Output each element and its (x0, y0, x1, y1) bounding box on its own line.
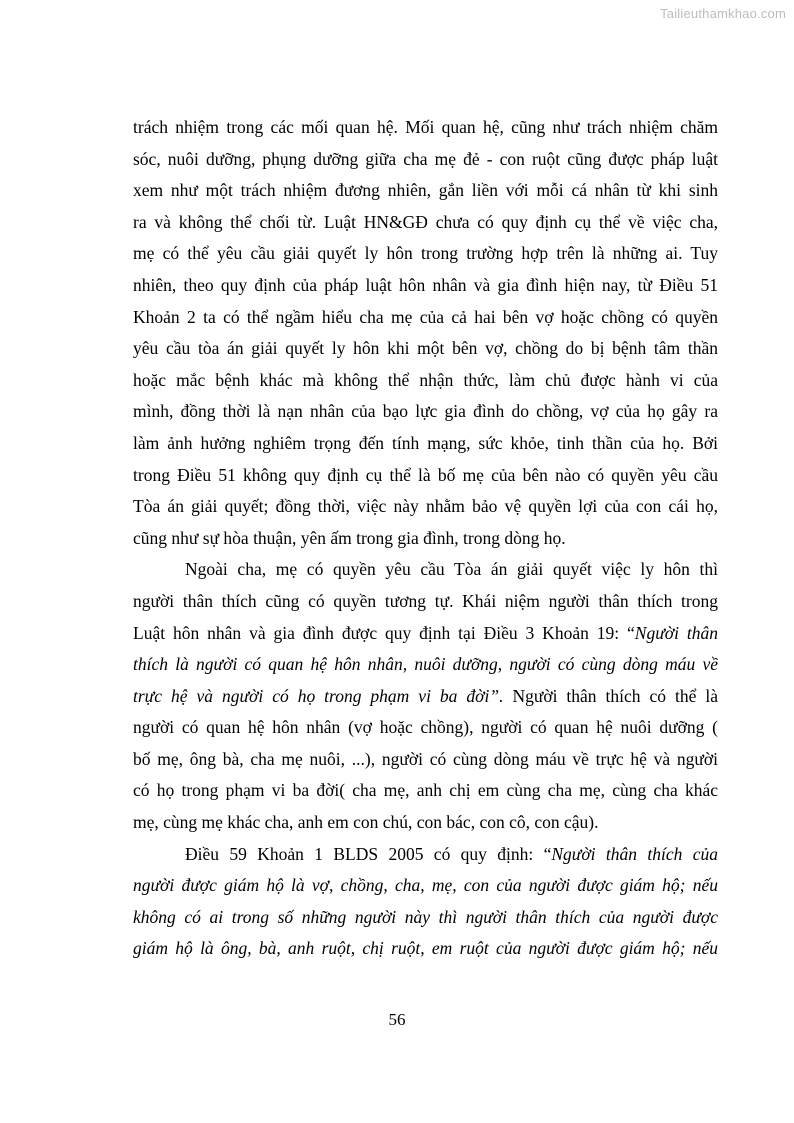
text-line: làm ảnh hưởng nghiêm trọng đến tính mạng, sức khỏe, tinh thần của họ. Bởi (133, 432, 718, 453)
text-line: mẹ có thể yêu cầu giải quyết ly hôn trong trường hợp trên là những ai. Tuy (133, 243, 718, 264)
text-line: Tòa án giải quyết; đồng thời, việc này nhằm bảo vệ quyền lợi của con cái họ, (133, 496, 718, 517)
quoted-provision: không có ai trong số những người này thì người thân thích của người được (133, 906, 718, 927)
text-line: mình, đồng thời là nạn nhân của bạo lực gia đình do chồng, vợ của họ gây ra (133, 401, 718, 422)
text-line: sóc, nuôi dưỡng, phụng dưỡng giữa cha mẹ đẻ - con ruột cũng được pháp luật (133, 148, 718, 169)
text-line (133, 618, 718, 650)
quoted-provision: giám hộ là ông, bà, anh ruột, chị ruột, em ruột của người được giám hộ; nếu (133, 938, 718, 959)
text-line: bố mẹ, ông bà, cha mẹ nuôi, ...), người có cùng dòng máu về trực hệ và người (133, 748, 718, 769)
text-line: trách nhiệm trong các mối quan hệ. Mối quan hệ, cũng như trách nhiệm chăm (133, 117, 718, 137)
text-run: Điều 59 Khoản 1 BLDS 2005 có quy định: “ (185, 843, 552, 864)
quoted-definition: thích là người có quan hệ hôn nhân, nuôi dưỡng, người có cùng dòng máu về (133, 654, 718, 675)
text-line: nhiên, theo quy định của pháp luật hôn nhân và gia đình hiện nay, từ Điều 51 (133, 274, 718, 295)
paragraph-2 (133, 554, 718, 838)
page-number: 56 (388, 1010, 406, 1029)
text-line: xem như một trách nhiệm đương nhiên, gắn liền với mỗi cá nhân từ khi sinh (133, 180, 718, 201)
quoted-provision: người được giám hộ là vợ, chồng, cha, mẹ, con của người được giám hộ; nếu (133, 875, 718, 896)
text-line: ra và không thể chối từ. Luật HN&GĐ chưa có quy định cụ thể về việc cha, (133, 211, 718, 232)
text-line: người thân thích cũng có quyền tương tự. Khái niệm người thân thích trong (133, 590, 718, 611)
text-line: yêu cầu tòa án giải quyết ly hôn khi một bên vợ, chồng do bị bệnh tâm thần (133, 338, 718, 359)
watermark: Tailieuthamkhao.com (660, 6, 786, 21)
paragraph-3 (133, 839, 718, 965)
quoted-definition: trực hệ và người có họ trong phạm vi ba đời”. (133, 685, 504, 706)
text-line: có họ trong phạm vi ba đời( cha mẹ, anh chị em cùng cha mẹ, cùng cha khác (133, 780, 718, 801)
paragraph-1 (133, 112, 718, 554)
text-line: Ngoài cha, mẹ có quyền yêu cầu Tòa án giải quyết việc ly hôn thì (185, 559, 718, 580)
page-body (133, 112, 718, 965)
text-line (133, 839, 718, 871)
text-line: cũng như sự hòa thuận, yên ấm trong gia đình, trong dòng họ. (133, 527, 566, 548)
text-line (133, 681, 718, 713)
quoted-provision: Người thân thích của (551, 843, 718, 864)
text-line: Khoản 2 ta có thể ngầm hiểu cha mẹ của cả hai bên vợ hoặc chồng có quyền (133, 306, 718, 327)
text-line: trong Điều 51 không quy định cụ thể là bố mẹ của bên nào có quyền yêu cầu (133, 464, 718, 485)
text-run: Người thân thích có thể là (503, 685, 718, 706)
text-run: Luật hôn nhân và gia đình được quy định tại Điều 3 Khoản 19: “ (133, 622, 635, 643)
text-line: mẹ, cùng mẹ khác cha, anh em con chú, con bác, con cô, con cậu). (133, 812, 599, 833)
text-line: hoặc mắc bệnh khác mà không thể nhận thức, làm chủ được hành vi của (133, 369, 718, 390)
quoted-definition: Người thân (634, 622, 718, 643)
text-line: người có quan hệ hôn nhân (vợ hoặc chồng), người có quan hệ nuôi dưỡng ( (133, 717, 718, 738)
